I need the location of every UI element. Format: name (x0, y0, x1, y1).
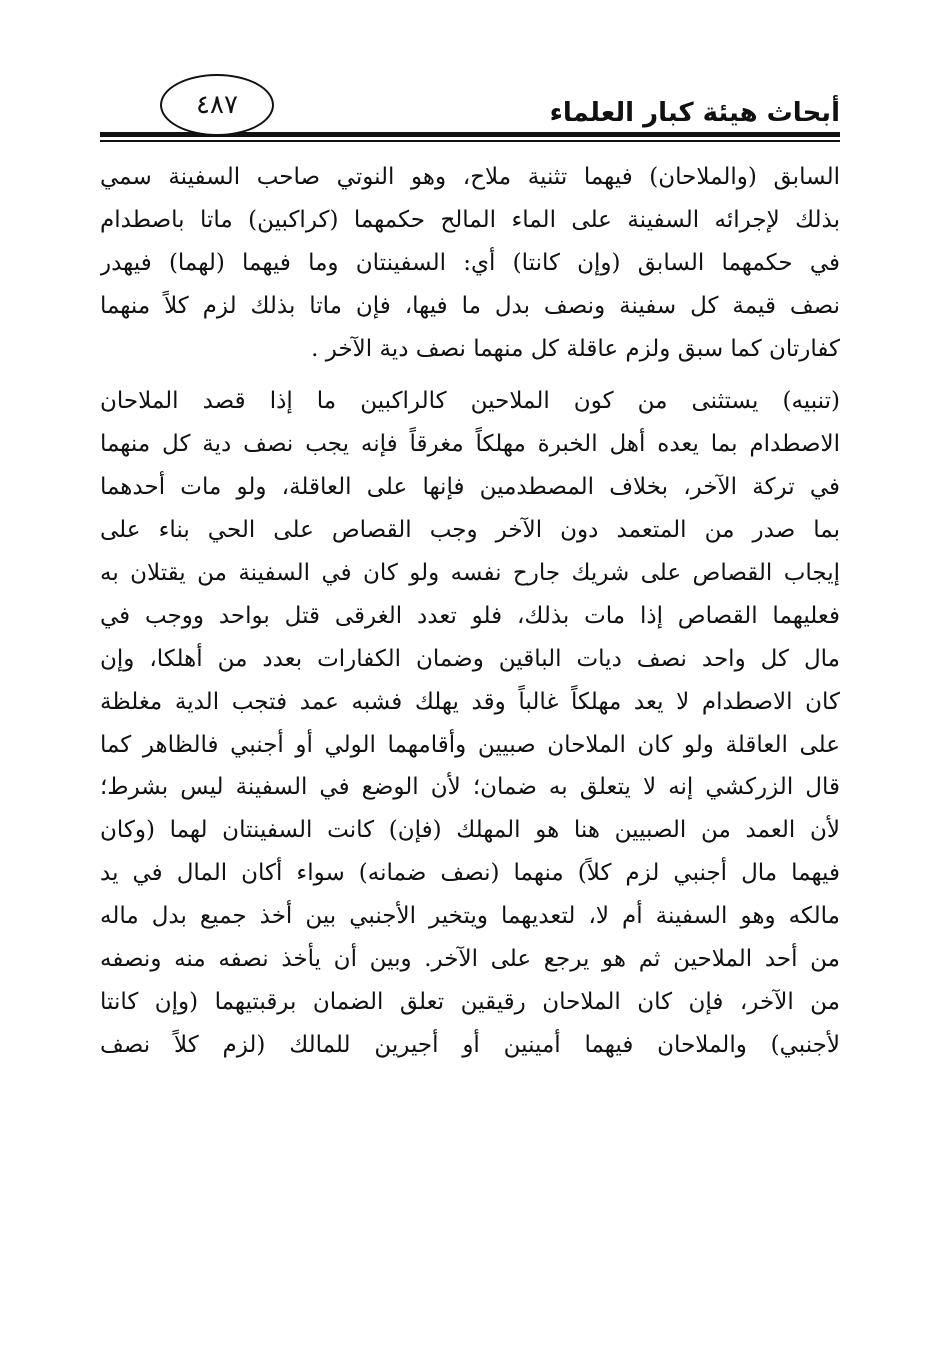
text-line: في تركة الآخر، بخلاف المصطدمين فإنها على العاقلة، ولو مات أحدهما (100, 474, 840, 501)
text-line: في حكمهما السابق (وإن كانتا) أي: السفينتان وما فيهما (لهما) فيهدر (100, 249, 840, 276)
text-line: فيهما مال أجنبي لزم كلاً) منهما (نصف ضمانه) سواء أكان المال في يد (100, 860, 840, 887)
text-line: السابق (والملاحان) فيهما تثنية ملاح، وهو النوتي صاحب السفينة سمي (100, 164, 840, 190)
text-line: بما صدر من المتعمد دون الآخر وجب القصاص على الحي بناء على (100, 517, 840, 544)
text-line: نصف قيمة كل سفينة ونصف بدل ما فيها، فإن ماتا بذلك لزم كلاً منهما (100, 292, 840, 319)
page-number: ٤٨٧ (160, 74, 274, 136)
text-line: على العاقلة ولو كان الملاحان صبيين وأقامهما الولي أو أجنبي فالظاهر كما (100, 731, 840, 758)
text-line: مال كل واحد نصف ديات الباقين وضمان الكفارات بعدد من أهلكا، وإن (100, 645, 840, 672)
paragraph-2 (100, 380, 840, 1066)
text-line: كان الاصطدام لا يعد مهلكاً غالباً وقد يهلك فشبه عمد فتجب الدية مغلظة (100, 688, 840, 715)
text-line: من أحد الملاحين ثم هو يرجع على الآخر. وبين أن يأخذ نصفه منه ونصفه (100, 946, 840, 973)
text-line: قال الزركشي إنه لا يتعلق به ضمان؛ لأن الوضع في السفينة ليس بشرط؛ (100, 774, 840, 801)
text-line: من الآخر، فإن كان الملاحان رقيقين تعلق الضمان برقبتيهما (وإن كانتا (100, 988, 840, 1015)
text-line: لأن العمد من الصبيين هنا هو المهلك (فإن) كانت السفينتان لهما (وكان (100, 817, 840, 844)
text-line: بذلك لإجرائه السفينة على الماء المالح حكمهما (كراكبين) ماتا باصطدام (100, 206, 840, 233)
text-line: (تنبيه) يستثنى من كون الملاحين كالراكبين ما إذا قصد الملاحان (100, 388, 840, 415)
header-rule-thin (100, 140, 840, 142)
text-line: فعليهما القصاص إذا مات بذلك، فلو تعدد الغرقى قتل بواحد ووجب في (100, 602, 840, 629)
text-line: لأجنبي) والملاحان فيهما أمينين أو أجيرين للمالك (لزم كلاً نصف (100, 1031, 840, 1058)
paragraph-gap (100, 370, 840, 380)
text-line: إيجاب القصاص على شريك جارح نفسه ولو كان في السفينة من يقتلان به (100, 560, 840, 587)
text-line: مالكه وهو السفينة أم لا، لتعديهما ويتخير الأجنبي بين أخذ جميع بدل ماله (100, 903, 840, 930)
text-line: كفارتان كما سبق ولزم عاقلة كل منهما نصف دية الآخر . (311, 335, 840, 362)
page-header (100, 60, 840, 150)
body-text (100, 156, 840, 1067)
paragraph-1 (100, 156, 840, 370)
running-title: أبحاث هيئة كبار العلماء (549, 98, 840, 128)
text-line: الاصطدام بما يعده أهل الخبرة مهلكاً مغرقاً فإنه يجب نصف دية كل منهما (100, 431, 840, 458)
